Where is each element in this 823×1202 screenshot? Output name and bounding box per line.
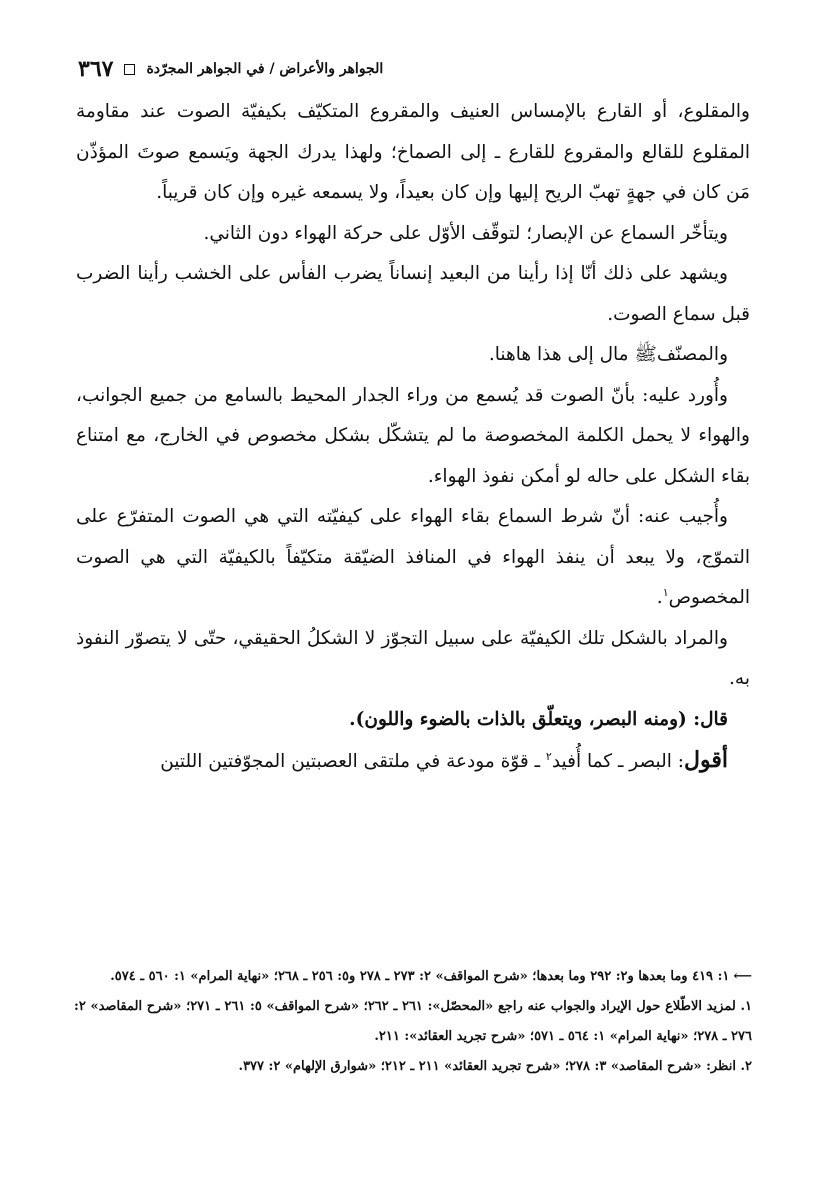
qala-label: قال: — [693, 708, 728, 730]
matn-quote: (ومنه البصر، ويتعلّق بالذات بالضوء واللون). — [349, 708, 694, 730]
footnote-ref-2: ٢ — [545, 749, 552, 763]
paragraph-9-text: : البصر ـ كما أُفيد — [551, 751, 685, 772]
square-icon — [124, 64, 135, 75]
page-number: ٣٦٧ — [78, 56, 114, 82]
main-text — [76, 92, 750, 783]
aqulu-label: أقول — [684, 747, 728, 773]
paragraph-2: ويتأخّر السماع عن الإبصار؛ لتوقّف الأوّل على حركة الهواء دون الثاني. — [203, 222, 728, 244]
footnote-2: ٢. انظر: «شرح المقاصد» ٣: ٢٧٨؛ «شرح تجريد العقائد» ٢١١ ـ ٢١٢؛ «شوارق الإلهام» ٢: ٣٧٧. — [238, 1059, 752, 1074]
paragraph-9 — [76, 740, 750, 783]
footnote-ref-1: ١ — [662, 585, 669, 599]
arrow-icon: ⟵ — [733, 969, 752, 984]
running-head — [78, 54, 745, 84]
paragraph-7: والمراد بالشكل تلك الكيفيّة على سبيل التجوّز لا الشكلُ الحقيقي، حتّى لا يتصوّر النفوذ به. — [76, 627, 750, 689]
paragraph-4: والمصنّفﷺ مال إلى هذا هاهنا. — [488, 344, 728, 365]
running-head-title: الجواهر والأعراض / في الجواهر المجرّدة — [146, 61, 384, 77]
paragraph-6-text: وأُجيب عنه: أنّ شرط السماع بقاء الهواء على كيفيّته التي هي الصوت المتفرّع على التموّج، ولا يبعد أن ينفذ الهواء في المنافذ الضيّقة متكيّفاً بالكيفيّة التي هي الصوت المخصوص — [76, 506, 750, 608]
paragraph-1: والمقلوع، أو القارع بالإمساس العنيف والمقروع المتكيّف بكيفيّة الصوت عند مقاومة المقلوع للقالع والمقروع للقارع ـ إلى الصماخ؛ ولهذا يدرك الجهة ويَسمع صوتَ المؤذّن مَن كان في جهةٍ تهبّ الريح إليها وإن كان بعيداً، ولا يسمعه غيره وإن كان قريباً. — [76, 101, 750, 203]
footnote-continuation — [74, 962, 752, 992]
footnotes — [74, 962, 752, 1082]
footnote-continuation-text: ١: ٤١٩ وما بعدها و٢: ٢٩٢ وما بعدها؛ «شرح المواقف» ٢: ٢٧٣ ـ ٢٧٨ و٥: ٢٥٦ ـ ٢٦٨؛ «نهاية المرام» ١: ٥٦٠ ـ ٥٧٤. — [110, 969, 730, 984]
paragraph-6 — [76, 497, 750, 619]
paragraph-6-end: . — [656, 587, 663, 608]
paragraph-3: ويشهد على ذلك أنّا إذا رأينا من البعيد إنساناً يضرب الفأس على الخشب رأينا الضرب قبل سماع الصوت. — [76, 263, 750, 325]
footnote-1: ١. لمزيد الاطّلاع حول الإيراد والجواب عنه راجع «المحصّل»: ٢٦١ ـ ٢٦٢؛ «شرح المواقف» ٥: ٢٦١ ـ ٢٧١؛ «شرح المقاصد» ٢: ٢٧٦ ـ ٢٧٨؛ «نهاية المرام» ١: ٥٦٤ ـ ٥٧١؛ «شرح تجريد العقائد»: ٢١١. — [74, 999, 752, 1044]
paragraph-8 — [76, 700, 750, 741]
paragraph-5: وأُورد عليه: بأنّ الصوت قد يُسمع من وراء الجدار المحيط بالسامع من جميع الجوانب، والهواء لا يحمل الكلمة المخصوصة ما لم يتشكّل بشكل مخصوص في الخارج، مع امتناع بقاء الشكل على حاله لو أمكن نفوذ الهواء. — [76, 384, 750, 487]
paragraph-9-end: ـ قوّة مودعة في ملتقى العصبتين المجوّفتين اللتين — [160, 751, 546, 772]
